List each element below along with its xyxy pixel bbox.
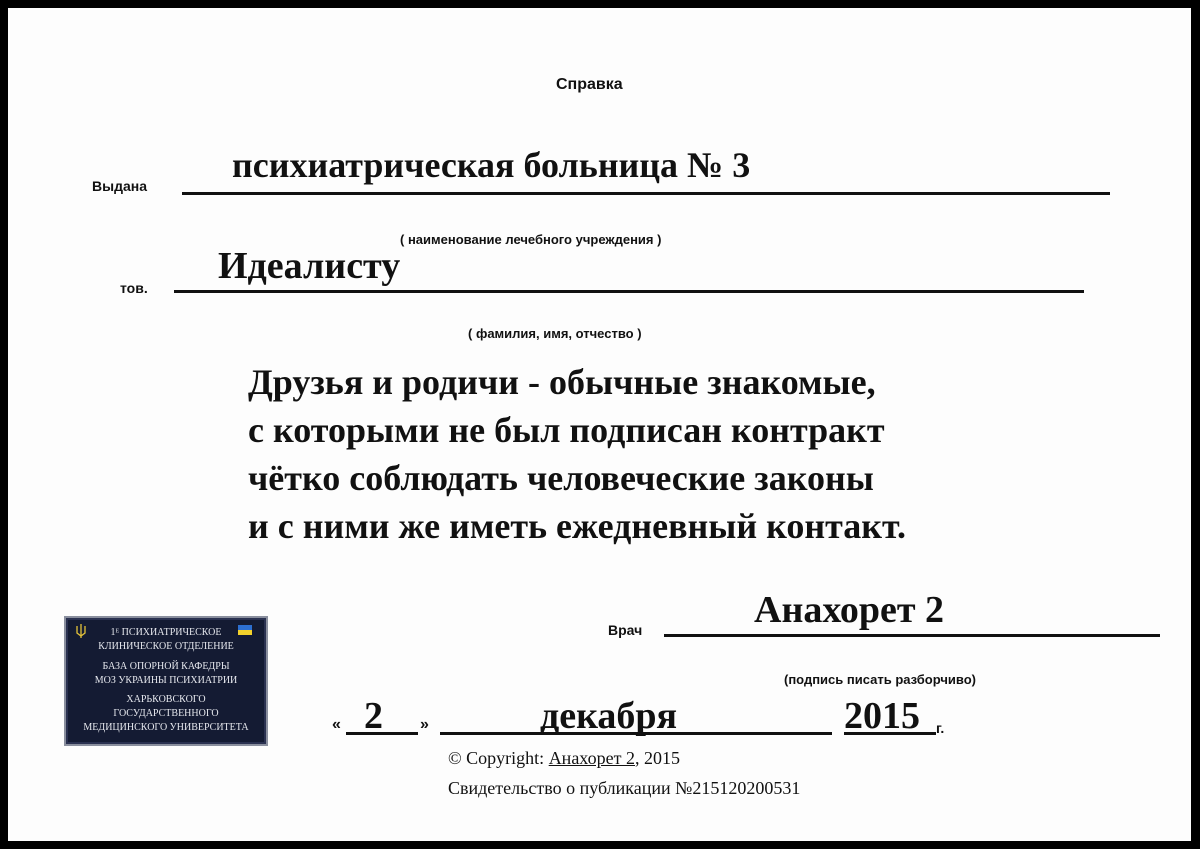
body-text — [248, 358, 906, 550]
certificate-title: Справка — [556, 76, 623, 93]
to-caption: ( фамилия, имя, отчество ) — [468, 326, 642, 341]
body-line: чётко соблюдать человеческие законы — [248, 458, 874, 498]
doctor-value: Анахорет 2 — [754, 589, 945, 631]
doctor-label: Врач — [608, 622, 643, 638]
issued-label: Выдана — [92, 178, 147, 194]
clinic-plaque — [64, 616, 268, 746]
publication-certificate: Свидетельство о публикации №215120200531 — [448, 778, 801, 798]
plaque-line: ХАРЬКОВСКОГО — [126, 694, 206, 705]
issued-line — [182, 192, 1110, 195]
body-line: Друзья и родичи - обычные знакомые, — [248, 362, 876, 402]
date-day: 2 — [364, 695, 383, 737]
issued-value: психиатрическая больница № 3 — [232, 145, 751, 185]
plaque-line: ГОСУДАРСТВЕННОГО — [113, 708, 219, 719]
to-label: тов. — [120, 280, 148, 296]
doctor-caption: (подпись писать разборчиво) — [784, 672, 976, 687]
plaque-line: БАЗА ОПОРНОЙ КАФЕДРЫ — [102, 661, 230, 672]
doctor-line — [664, 634, 1160, 637]
plaque-line: МОЗ УКРАИНЫ ПСИХИАТРИИ — [94, 675, 238, 686]
body-line: и с ними же иметь ежедневный контакт. — [248, 506, 906, 546]
author-link[interactable]: Анахорет 2 — [548, 748, 635, 768]
date-open-quote: « — [332, 716, 341, 733]
copyright-line — [448, 748, 680, 769]
date-close-quote: » — [420, 716, 429, 733]
issued-caption: ( наименование лечебного учреждения ) — [400, 232, 662, 247]
date-year: 2015 — [844, 695, 920, 737]
plaque-line: КЛИНИЧЕСКОЕ ОТДЕЛЕНИЕ — [98, 641, 234, 652]
body-line: с которыми не был подписан контракт — [248, 410, 885, 450]
plaque-line: МЕДИЦИНСКОГО УНИВЕРСИТЕТА — [83, 722, 249, 733]
date-month: декабря — [540, 695, 678, 737]
copyright-suffix: , 2015 — [634, 748, 680, 768]
copyright-prefix: © Copyright: — [448, 748, 549, 768]
to-value: Идеалисту — [218, 245, 401, 287]
date-year-suffix: г. — [936, 720, 945, 736]
plaque-line: 1ᴱ ПСИХИАТРИЧЕСКОЕ — [110, 627, 222, 638]
certificate-sheet — [8, 8, 1191, 841]
to-line — [174, 290, 1084, 293]
